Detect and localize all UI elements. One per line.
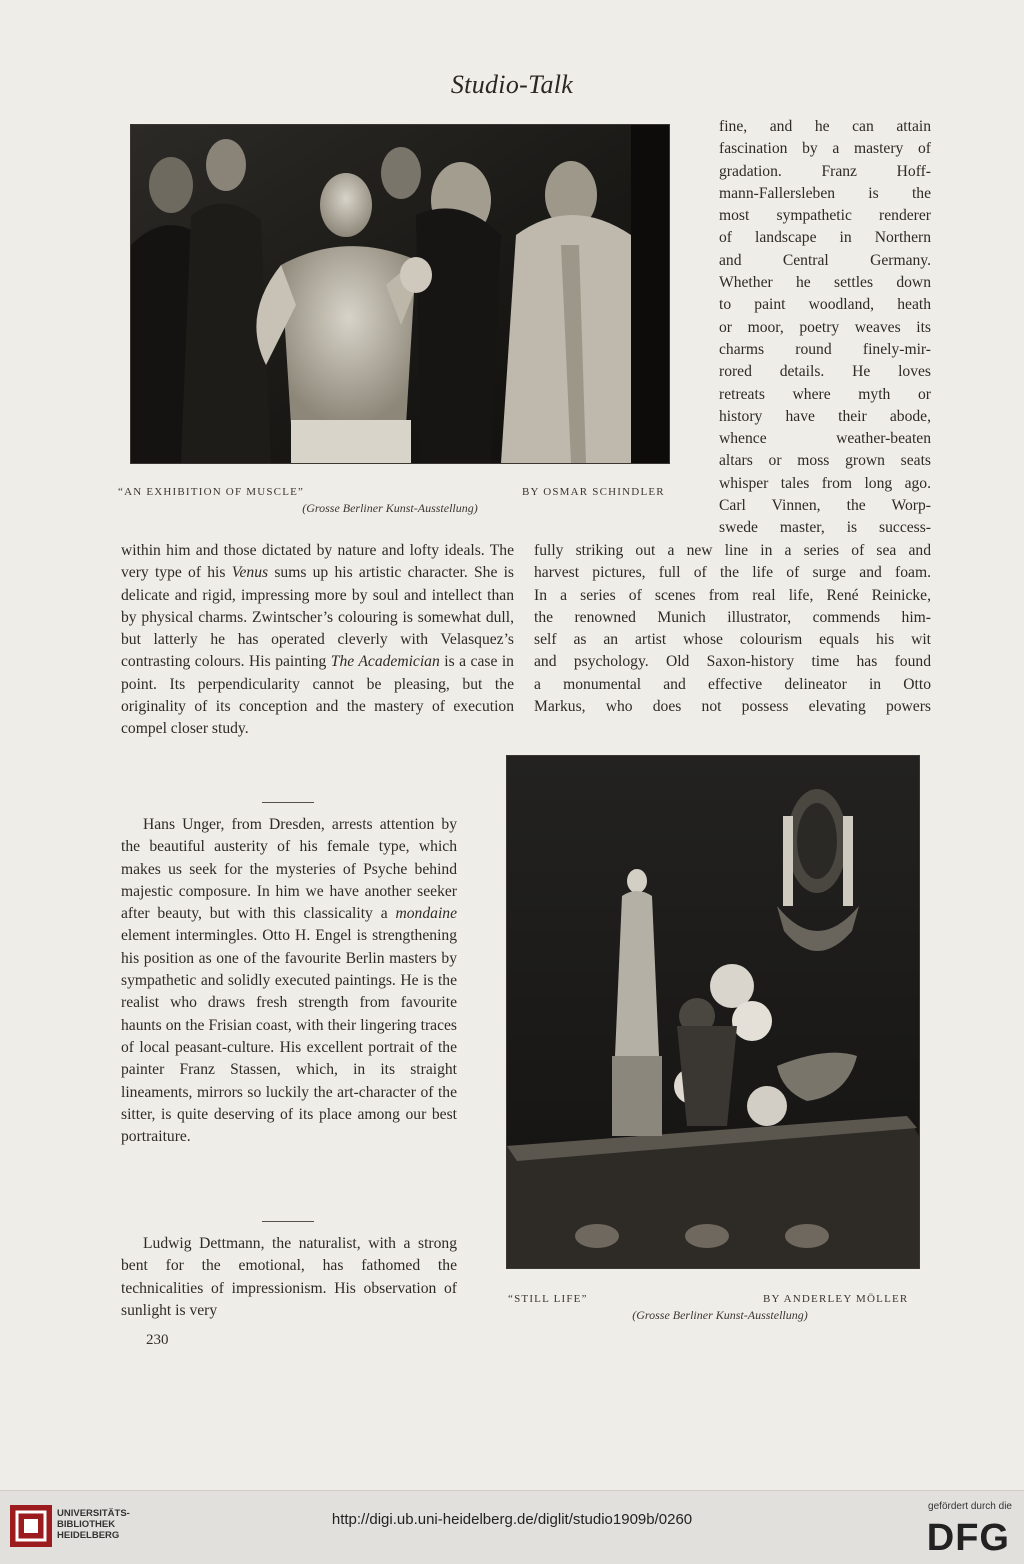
- right-narrow-column: [719, 116, 931, 540]
- text-line: charms round finely-mir-: [719, 340, 931, 358]
- viewer-footer: [0, 1490, 1024, 1564]
- text-line: fascination by a mastery of: [719, 140, 931, 158]
- text-line: retreats where myth or: [719, 385, 931, 403]
- page-number: 230: [146, 1332, 169, 1348]
- text-line: In a series of scenes from real life, René Reinicke,: [534, 586, 931, 604]
- left-column-para2: [121, 814, 457, 1148]
- paragraph: within him and those dictated by nature and lofty ideals. The very type of his Venus sums up his artistic character. She is delicate and rigid, impressing more by soul and intellect than by physical charms. Zwintscher’s colouring is somewhat dull, but latterly he has operated cleverly with Velasquez’s contrasting colours. His painting The Academician is a case in point. Its perpendicularity cannot be pleasing, but the originality of its conception and the mastery of execution compel closer study.: [121, 542, 514, 738]
- text-line: and Central Germany.: [719, 251, 931, 269]
- text-line: Whether he settles down: [719, 274, 931, 292]
- text-line: self as an artist whose colourism equals his wit: [534, 631, 931, 649]
- text-line: harvest pictures, full of the life of surge and foam.: [534, 564, 931, 582]
- text-line: whisper tales from long ago.: [719, 474, 931, 492]
- painting-still-life: [506, 755, 920, 1269]
- text-line: most sympathetic renderer: [719, 207, 931, 225]
- figure2-title: “STILL LIFE”: [508, 1293, 588, 1305]
- text-line: of landscape in Northern: [719, 229, 931, 247]
- text-line: and psychology. Old Saxon-history time has found: [534, 653, 931, 671]
- text-line: gradation. Franz Hoff-: [719, 162, 931, 180]
- text-line: Markus, who does not possess elevating powers: [534, 698, 931, 716]
- text-line: to paint woodland, heath: [719, 296, 931, 314]
- section-divider: [262, 802, 314, 803]
- figure1-source: (Grosse Berliner Kunst-Ausstellung): [302, 501, 478, 515]
- paragraph: Ludwig Dettmann, the naturalist, with a strong bent for the emotional, has fathomed the technicalities of impressionism. His observation of sunlight is very: [121, 1235, 457, 1319]
- text-line: the renowned Munich illustrator, commends him-: [534, 608, 931, 626]
- figure2-artist: BY ANDERLEY MÖLLER: [763, 1293, 909, 1305]
- text-line: Carl Vinnen, the Worp-: [719, 497, 931, 515]
- text-line: fully striking out a new line in a series of sea and: [534, 542, 931, 559]
- text-line: whence weather-beaten: [719, 430, 931, 448]
- text-line: rored details. He loves: [719, 363, 931, 381]
- section-divider: [262, 1221, 314, 1222]
- figure1-artist: BY OSMAR SCHINDLER: [522, 486, 665, 498]
- running-head: Studio-Talk: [450, 70, 574, 99]
- text-line: fine, and he can attain: [719, 118, 931, 135]
- funding-label: gefördert durch die: [928, 1501, 1012, 1512]
- text-line: mann-Fallersleben is the: [719, 184, 931, 202]
- text-line: or moor, poetry weaves its: [719, 318, 931, 336]
- text-line: history have their abode,: [719, 407, 931, 425]
- dfg-logo[interactable]: DFG: [926, 1517, 1010, 1559]
- library-name: UNIVERSITÄTS- BIBLIOTHEK HEIDELBERG: [57, 1508, 130, 1541]
- left-column-para3: [121, 1233, 457, 1322]
- left-column-para1: [121, 540, 514, 741]
- right-wide-column: [534, 540, 931, 718]
- text-line: altars or moss grown seats: [719, 452, 931, 470]
- painting-exhibition-of-muscle: [130, 124, 670, 464]
- permalink-url[interactable]: http://digi.ub.uni-heidelberg.de/diglit/studio1909b/0260: [331, 1511, 693, 1528]
- figure2-source: (Grosse Berliner Kunst-Ausstellung): [632, 1308, 808, 1322]
- text-line: swede master, is success-: [719, 519, 931, 537]
- figure1-title: “AN EXHIBITION OF MUSCLE”: [118, 486, 305, 498]
- text-line: a monumental and effective delineator in Otto: [534, 675, 931, 693]
- paragraph: Hans Unger, from Dresden, arrests attention by the beautiful austerity of his female type, which makes us seek for the mysteries of Psyche behind majestic composure. In him we have another seeker after beauty, but with this classicality a mondaine element intermingles. Otto H. Engel is strengthening his position as one of the favourite Berlin masters by sympathetic and solidly executed paintings. He is the realist who draws fresh strength from favourite haunts on the Frisian coast, with their lingering traces of local peasant-culture. His excellent portrait of the painter Franz Stassen, which, in its straight lineaments, mirrors so luckily the art-character of the sitter, is quite deserving of its place among our best portraiture.: [121, 816, 457, 1146]
